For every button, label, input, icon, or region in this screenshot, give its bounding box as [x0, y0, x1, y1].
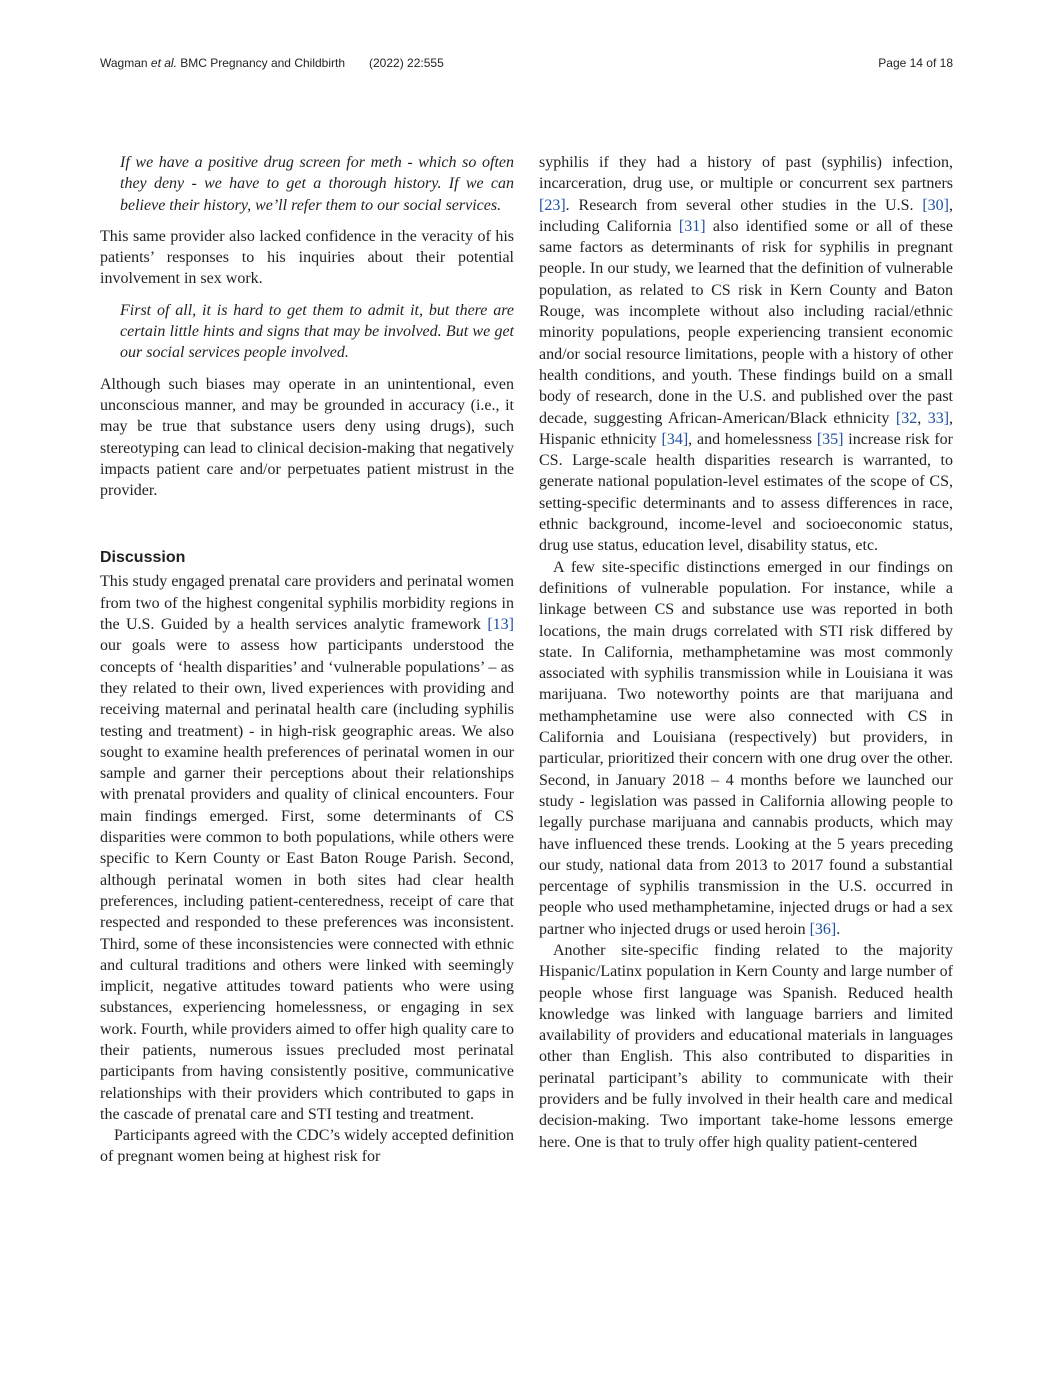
block-quote: First of all, it is hard to get them to admit it, but there are certain little hints and signs that may be involved. But we get our social services people involved.	[120, 301, 514, 362]
page-number: Page 14 of 18	[878, 56, 953, 70]
paragraph: syphilis if they had a history of past (syphilis) infection, incarceration, drug use, or multiple or concurrent sex partners [23]. Research from several other studies in the U.S. [30], including California [31] also identified some or all of these same factors as determinants of risk for syphilis in pregnant people. In our study, we learned that the definition of vulnerable population, as related to CS risk in Kern County and Baton Rouge, was incomplete without also including racial/ethnic minority populations, people experiencing transient economic and/or social resource limitations, people with a history of other health conditions, and youth. These findings build on a small body of research, done in the U.S. and published over the past decade, suggesting African-American/Black ethnicity [32, 33], Hispanic ethnicity [34], and homelessness [35] increase risk for CS. Large-scale health disparities research is warranted, to generate national population-level estimates of the scope of CS, setting-specific determinants and to assess differences in race, ethnic background, income-level and socioeconomic status, drug use status, education level, disability status, etc.	[539, 154, 954, 555]
running-header	[100, 56, 953, 76]
citation-link[interactable]: [30]	[922, 196, 949, 214]
paragraph: Participants agreed with the CDC’s widely accepted definition of pregnant women being at highest risk for	[100, 1127, 514, 1166]
citation-link[interactable]: [32	[895, 409, 918, 427]
block-quote: If we have a positive drug screen for meth - which so often they deny - we have to get a thorough history. If we can believe their history, we’ll refer them to our social services.	[120, 154, 514, 214]
citation-link[interactable]: 33]	[927, 409, 950, 427]
paragraph: Although such biases may operate in an unintentional, even unconscious manner, and may be grounded in accuracy (i.e., it may be true that substance users deny using drugs), such stereotyping can lead to clinical decision-making that negatively impacts patient care and/or perpetuates patient mistrust in the provider.	[100, 375, 514, 500]
citation-link[interactable]: [35]	[816, 430, 844, 448]
citation-link[interactable]: [31]	[678, 217, 706, 235]
right-column	[539, 152, 953, 1153]
paragraph: Another site-specific finding related to the majority Hispanic/Latinx population in Kern County and large number of people whose first language was Spanish. Reduced health knowledge was linked with language barriers and limited availability of providers and educational materials in languages other than English. This also contributed to disparities in perinatal participant’s ability to communicate with their providers and be fully involved in their health care and medical decision-making. Two important take-home lessons emerge here. One is that to truly offer high quality patient-centered	[539, 941, 953, 1151]
paragraph: This same provider also lacked confidence in the veracity of his patients’ responses to his inquiries about their potential involvement in sex work.	[100, 227, 514, 288]
citation-link[interactable]: [23]	[539, 196, 566, 214]
left-column	[100, 152, 514, 1168]
journal-citation: Wagman et al. BMC Pregnancy and Childbirth (2022) 22:555	[100, 56, 444, 70]
section-heading: Discussion	[100, 549, 186, 567]
citation-link[interactable]: [13]	[487, 616, 514, 634]
citation-link[interactable]: [36]	[809, 920, 837, 938]
citation-link[interactable]: [34]	[661, 430, 689, 448]
paragraph: A few site-specific distinctions emerged in our findings on definitions of vulnerable population. For instance, while a linkage between CS and substance use was reported in both locations, the main drugs correlated with STI risk differed by state. In California, methamphetamine was most commonly associated with syphilis transmission while in Louisiana it was marijuana. Two noteworthy points are that marijuana and methamphetamine use were also connected with CS in California and Louisiana (respectively) but providers, in particular, prioritized their concern with one drug over the other. Second, in January 2018 – 4 months before we launched our study - legislation was passed in California allowing people to legally purchase marijuana and cannabis products, which may have influenced these trends. Looking at the 5 years preceding our study, national data from 2013 to 2017 found a substantial percentage of syphilis transmission in the U.S. occurred in people who used methamphetamine, injected drugs or had a sex partner who injected drugs or used heroin [36].	[539, 558, 953, 938]
paragraph: This study engaged prenatal care providers and perinatal women from two of the highest congenital syphilis morbidity regions in the U.S. Guided by a health services analytic framework [13] our goals were to assess how participants understood the concepts of ‘health disparities’ and ‘vulnerable populations’ – as they related to their own, lived experiences with providing and receiving maternal and perinatal health care (including syphilis testing and treatment) - in high-risk geographic areas. We also sought to examine health preferences of perinatal women in our sample and garner their perceptions about their relationships with prenatal providers and quality of clinical encounters. Four main findings emerged. First, some determinants of CS disparities were common to both populations, while others were specific to Kern County or East Baton Rouge Parish. Second, although perinatal women in both sites had clear health preferences, including patient-centeredness, receipt of care that respected and responded to these preferences was inconsistent. Third, some of these inconsistencies were connected with ethnic and cultural traditions and others were linked with seemingly implicit, negative attitudes toward patients who were using substances, experiencing homelessness, or engaging in sex work. Fourth, while providers aimed to offer high quality care to their patients, numerous issues precluded most perinatal participants from having consistently positive, communicative relationships with their providers which contributed to gaps in the cascade of prenatal care and STI testing and treatment.	[100, 573, 514, 1123]
